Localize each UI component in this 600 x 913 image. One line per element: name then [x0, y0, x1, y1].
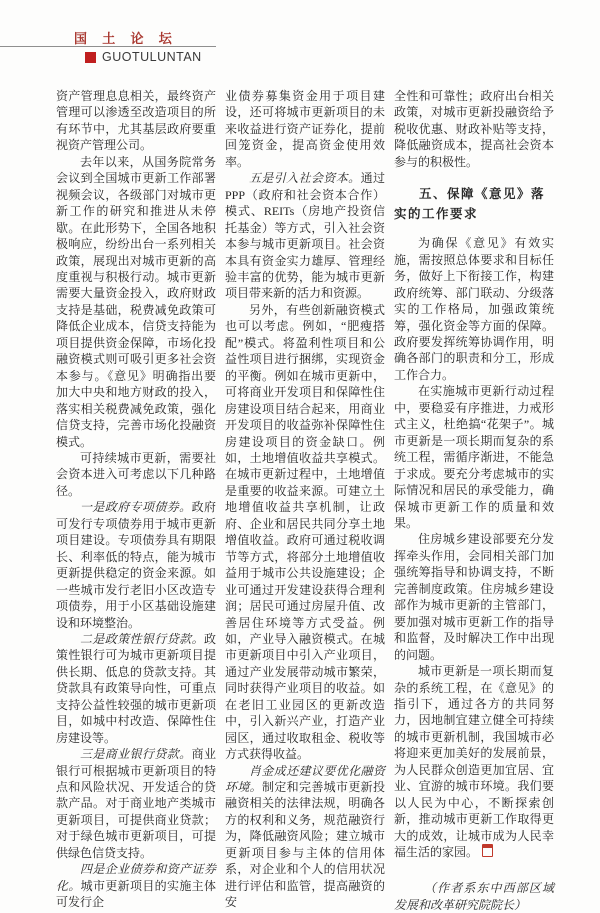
paragraph: [56, 631, 216, 746]
paragraph-lead: 一是政府专项债券。: [80, 500, 192, 515]
paragraph: [56, 861, 216, 910]
paragraph: [225, 170, 385, 302]
paragraph: [56, 746, 216, 861]
masthead-divider: [0, 46, 216, 47]
column-3: [394, 88, 554, 913]
paragraph-text: 资产管理息息相关，最终资产管理可以渗透至改造项目的所有环节中，尤其基层政府要重视资产管理公司。: [56, 89, 216, 153]
paragraph-lead: 肖金成还建议要优化融资环境。: [225, 763, 385, 795]
paragraph: [56, 88, 216, 154]
author-note: （作者系东中西部区域发展和改革研究院院长）: [394, 881, 554, 912]
paragraph-text: 在实施城市更新行动过程中，要稳妥有序推进，力戒形式主义，杜绝搞“花架子”。城市更新是一项长期而复杂的系统工程，需循序渐进，不能急于求成。要充分考虑城市的实际情况和居民的承受能力，确保城市更新工作的质量和效果。: [394, 384, 554, 530]
paragraph-text: 商业银行可根据城市更新项目的特点和风险状况、开发适合的贷款产品。对于商业地产类城市更新项目，可提供商业贷款；对于绿色城市更新项目，可提供绿色信贷支持。: [56, 747, 216, 860]
paragraph: [225, 302, 385, 763]
paragraph-text: 政府可发行专项债券用于城市更新项目建设。专项债券具有期限长、利率低的特点，能为城市更新提供稳定的资金来源。如一些城市发行老旧小区改造专项债券，用于小区基础设施建设和环境整治。: [56, 500, 216, 630]
paragraph-text: 可持续城市更新，需要社会资本进入可考虑以下几种路径。: [56, 450, 216, 498]
article-end-mark-icon: [482, 844, 493, 857]
paragraph-text: 去年以来，从国务院常务会议到全国城市更新工作部署视频会议，各级部门对城市更新工作的研究和推进从未停歇。在此形势下，全国各地积极响应，纷纷出台一系列相关政策，展现出对城市更新的高度重视与积极行动。城市更新需要大量资金投入，政府财政支持是基础，税费减免政策可降低企业成本，信贷支持能为项目提供资金保障，市场化投融资模式则可吸引更多社会资本参与。《意见》明确指出要加大中央和地方财政的投入，落实相关税费减免政策，强化信贷支持，完善市场化投融资模式。: [56, 154, 216, 449]
paragraph-text: 全性和可靠性；政府出台相关政策，对城市更新投融资给予税收优惠、财政补贴等支持，降低融资成本，提高社会资本参与的积极性。: [394, 89, 554, 169]
column-2: [225, 88, 385, 913]
paragraph-lead: 二是政策性银行贷款。: [80, 631, 204, 646]
red-square-logo-icon: [85, 52, 96, 63]
paragraph-text: 为确保《意见》有效实施，需按照总体要求和目标任务，做好上下衔接工作，构建政府统筹、部门联动、分级落实的工作格局，加强政策统筹，强化资金等方面的保障。政府要发挥统筹协调作用，明确各部门的职责和分工，形成工作合力。: [394, 236, 554, 382]
paragraph-text: 政策性银行可为城市更新项目提供长期、低息的贷款支持。其贷款具有政策导向性，可重点支持公益性较强的城市更新项目，如城中村改造、保障性住房建设等。: [56, 631, 216, 745]
column-1: [56, 88, 216, 913]
paragraph-text: 另外，有些创新融资模式也可以考虑。例如，“肥瘦搭配”模式。将盈利性项目和公益性项目进行捆绑，实现资金的平衡。例如在城市更新中，可将商业开发项目和保障性住房建设项目结合起来，用商业开发项目的收益弥补保障性住房建设项目的资金缺口。例如，土地增值收益共享模式。在城市更新过程中，土地增值是重要的收益来源。可建立土地增值收益共享机制，让政府、企业和居民共同分享土地增值收益。政府可通过税收调节等方式，将部分土地增值收益用于城市公共设施建设；企业可通过开发建设获得合理利润；居民可通过房屋升值、改善居住环境等方式受益。例如，产业导入融资模式。在城市更新项目中引入产业项目，通过产业发展带动城市繁荣，同时获得产业项目的收益。如在老旧工业园区的更新改造中，引入新兴产业，打造产业园区，通过收取租金、税收等方式获得收益。: [225, 302, 385, 762]
paragraph: [394, 88, 554, 170]
paragraph-lead: 五是引入社会资本。: [249, 171, 361, 186]
paragraph-text: 通过 PPP（政府和社会资本合作）模式、REITs（房地产投资信托基金）等方式，引入社会资本参与城市更新项目。社会资本具有资金实力雄厚、管理经验丰富的优势，能为城市更新项目带来新的活力和资源。: [225, 171, 385, 301]
paragraph-text: 业债券募集资金用于项目建设，还可将城市更新项目的未来收益进行资产证券化，提前回笼资金，提高资金使用效率。: [225, 89, 385, 169]
section-heading: 五、保障《意见》落实的工作要求: [394, 187, 546, 221]
paragraph-text: 制定和完善城市更新投融资相关的法律法规，明确各方的权利和义务，规范融资行为，降低融资风险；建立城市更新项目参与主体的信用体系，对企业和个人的信用状况进行评估和监管，提高融资的安: [225, 780, 385, 910]
paragraph: [56, 154, 216, 450]
paragraph: [56, 450, 216, 499]
masthead-title-en: GUOTULUNTAN: [102, 50, 202, 64]
paragraph: [394, 531, 554, 663]
masthead-title-cn: 国 土 论 坛: [74, 31, 178, 46]
paragraph-lead: 三是商业银行贷款。: [80, 747, 192, 762]
paragraph-text: 住房城乡建设部要充分发挥牵头作用，会同相关部门加强统筹指导和协调支持，不断完善制度政策。住房城乡建设部作为城市更新的主管部门，要加强对城市更新工作的指导和监督，及时解决工作中出现的问题。: [394, 532, 554, 662]
paragraph: [394, 235, 554, 383]
paragraph: [225, 88, 385, 170]
paragraph-lead: 四是企业债券和资产证券化。: [56, 862, 216, 893]
article-columns: [56, 88, 554, 913]
paragraph-text: 城市更新项目的实施主体可发行企: [56, 878, 216, 910]
paragraph: [56, 499, 216, 631]
paragraph: [394, 663, 554, 860]
paragraph-text: 城市更新是一项长期而复杂的系统工程，在《意见》的指引下，通过各方的共同努力，因地制宜建立健全可持续的城市更新机制，我国城市必将迎来更加美好的发展前景，为人民群众创造更加宜居、宜业、宜游的城市环境。我们要以人民为中心，不断探索创新，推动城市更新工作取得更大的成效，让城市成为人民幸福生活的家园。: [394, 664, 554, 860]
paragraph: [394, 383, 554, 531]
paragraph: [225, 763, 385, 911]
